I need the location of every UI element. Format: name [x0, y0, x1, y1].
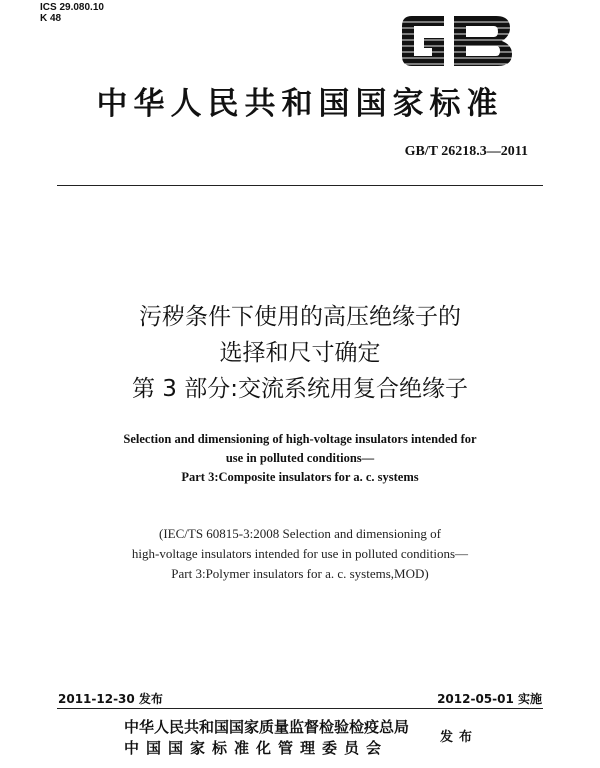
gb-logo-icon — [398, 12, 516, 70]
publish-date: 2011-12-30 发布 — [58, 692, 163, 706]
ccs-code: K 48 — [40, 13, 62, 24]
chinese-title-line-3: 第 3 部分:交流系统用复合绝缘子 — [131, 376, 468, 402]
classification-codes — [40, 2, 104, 24]
standard-type-heading: 中华人民共和国国家标准 — [96, 86, 504, 122]
english-title-line-3: Part 3:Composite insulators for a. c. systems — [181, 470, 419, 484]
publisher-line-1: 中华人民共和国国家质量监督检验检疫总局 — [124, 718, 410, 736]
adoption-line-2: high-voltage insulators intended for use in polluted conditions— — [131, 546, 469, 561]
top-divider — [57, 185, 543, 186]
ics-code: ICS 29.080.10 — [40, 2, 104, 13]
chinese-title-line-1: 污秽条件下使用的高压绝缘子的 — [139, 304, 461, 330]
publisher-line-2: 中国国家标准化管理委员会 — [124, 739, 389, 757]
english-title-line-1: Selection and dimensioning of high-voltage insulators intended for — [123, 432, 477, 446]
implement-date: 2012-05-01 实施 — [437, 692, 542, 706]
bottom-divider — [57, 708, 543, 709]
standard-number: GB/T 26218.3—2011 — [404, 144, 528, 159]
issue-label: 发布 — [440, 730, 479, 745]
adoption-line-1: (IEC/TS 60815-3:2008 Selection and dimensioning of — [159, 526, 441, 541]
adoption-line-3: Part 3:Polymer insulators for a. c. systems,MOD) — [171, 566, 429, 581]
english-title-line-2: use in polluted conditions— — [225, 451, 375, 465]
chinese-title-line-2: 选择和尺寸确定 — [219, 340, 381, 366]
